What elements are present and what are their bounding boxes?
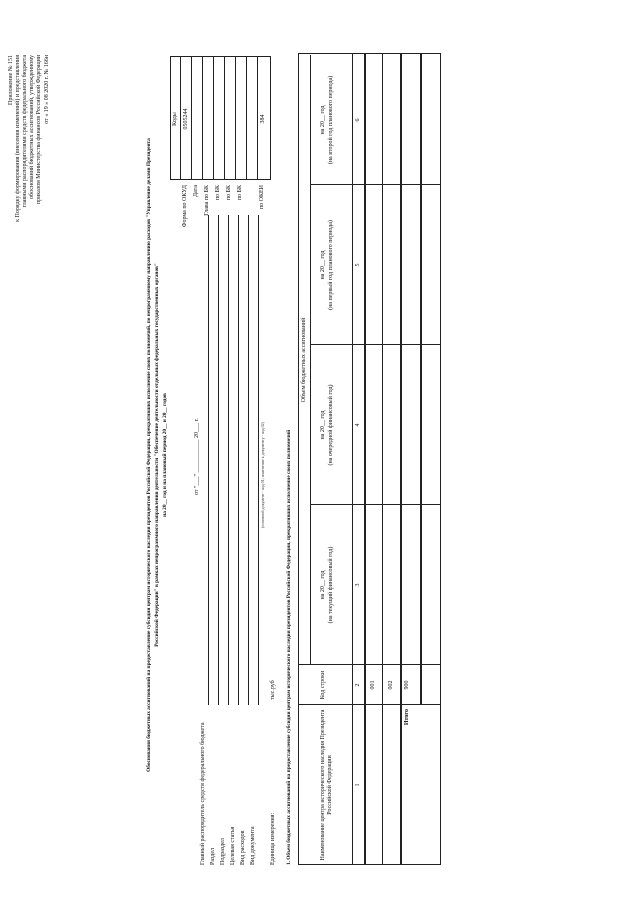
codes-divider [235, 57, 236, 180]
field-label: Главный распорядитель средств федерального бюджета [200, 722, 206, 865]
title-line: Российской Федерации" в рамках непрограммного направления деятельности "Обеспечение деятельности отдельных федеральных государственных органов" [154, 263, 160, 647]
row-divider [310, 55, 311, 665]
field-underline [238, 215, 239, 705]
codes-divider [213, 57, 214, 180]
header-year-sub: (на очередной финансовый год) [328, 384, 334, 466]
appendix-line: главными распорядителями средств федерального бюджета [22, 55, 28, 208]
codes-value: 0505244 [183, 108, 189, 130]
codes-divider [180, 57, 181, 180]
header-year: на 20__ год [320, 410, 326, 440]
header-group: Объем бюджетных ассигнований [301, 317, 307, 403]
codes-divider [191, 57, 192, 180]
row-divider [400, 54, 402, 865]
appendix-date: от « 19 » 08 2020 г. № 166н [44, 55, 50, 124]
field-underline [228, 215, 229, 705]
field-underline [208, 215, 209, 705]
col-divider [298, 704, 440, 705]
field-underline [218, 215, 219, 705]
row-divider [382, 54, 383, 865]
codes-header: Коды [172, 112, 178, 126]
field-label: Вид расходов [240, 830, 246, 865]
codes-divider [202, 57, 203, 180]
row-divider [364, 54, 366, 865]
header-code: Код строки [320, 670, 326, 700]
codes-label: по БК [215, 185, 221, 201]
header-year-sub: (на второй год планового периода) [328, 75, 334, 165]
field-label: Вид документа [250, 826, 256, 865]
total-code: 900 [404, 680, 410, 690]
col-number: 5 [355, 263, 361, 267]
codes-label: Форма по ОКУД [182, 185, 188, 228]
header-year-sub: (на текущий финансовый год) [328, 546, 334, 624]
appendix-line: приказом Министерства финансов Российской Федерации [36, 55, 42, 205]
row-divider [352, 54, 353, 865]
appendix-line: Приложение № 151 [8, 55, 14, 105]
row-code: 002 [388, 680, 394, 690]
doc-type-hint: (основной документ - код 01; изменение к документу - код 02) [260, 422, 265, 528]
row-code: 001 [370, 680, 376, 690]
header-year: на 20__ год [320, 570, 326, 600]
date-row: от "___" ___________ 20___ г. [194, 418, 200, 495]
appendix-line: обоснований бюджетных ассигнований, утвержденному [29, 55, 35, 199]
codes-divider [257, 57, 258, 180]
col-number: 4 [355, 423, 361, 427]
header-year: на 20__ год [320, 105, 326, 135]
codes-divider [246, 57, 247, 180]
header-year-sub: (на первый год планового периода) [328, 220, 334, 310]
codes-value: 384 [260, 114, 266, 124]
codes-label: по БК [237, 185, 243, 201]
row-divider [420, 54, 422, 705]
codes-label: по ОКЕИ [259, 185, 265, 210]
total-label: Итого [404, 709, 410, 726]
field-label: Подраздел [220, 838, 226, 865]
appendix-line: к Порядку формирования (внесения изменений) и представления [15, 55, 21, 222]
field-underline [248, 215, 249, 705]
codes-label: Дата [193, 185, 199, 197]
col-number: 6 [355, 118, 361, 122]
title-line: на 20__ год и на плановый период 20__ и 20__ годов [162, 393, 168, 517]
col-number: 3 [355, 583, 361, 587]
codes-divider [224, 57, 225, 180]
codes-label: по БК [226, 185, 232, 201]
unit-value: тыс.руб [270, 680, 276, 700]
header-name: Наименование центра исторического наследия Президента Российской Федерации [320, 709, 333, 861]
field-label: Единица измерения: [270, 812, 276, 865]
field-label: Целевая статья [230, 826, 236, 865]
title-line: Обоснования бюджетных ассигнований на предоставление субсидии центрам исторического наследия президентов Российской Федерации, прекративших исполнение своих полномочий, по непрограммному направлению расходов "Управление делами Президента [146, 138, 152, 772]
col-number: 1 [355, 783, 361, 787]
header-year: на 20__ год [320, 250, 326, 280]
col-number: 2 [355, 683, 361, 687]
field-underline [258, 215, 259, 705]
codes-label: Глава по БК [204, 185, 210, 216]
section-title: 1. Объем бюджетных ассигнований на предоставление субсидии центрам исторического наследия президентов Российской Федерации, прекративших исполнение своих полномочий [286, 429, 292, 865]
field-label: Раздел [210, 848, 216, 865]
